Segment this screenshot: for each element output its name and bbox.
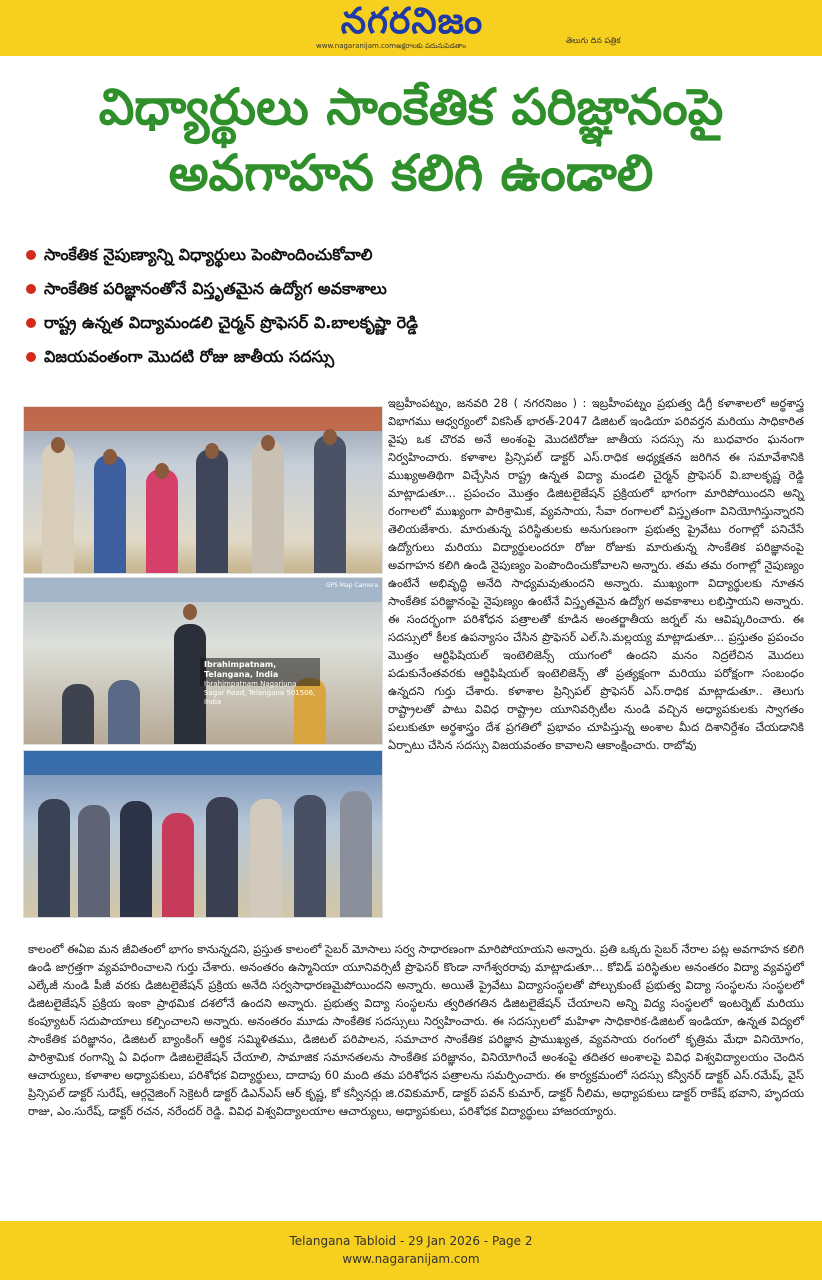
footer-bar: [0, 1221, 822, 1280]
bullet-item: రాష్ట్ర ఉన్నత విద్యామండలి చైర్మన్ ప్రొఫెసర్ వి.బాలకృష్ణా రెడ్డి: [26, 306, 806, 340]
bullet-item: సాంకేతిక పరిజ్ఞానంతోనే విస్తృతమైన ఉద్యోగ అవకాశాలు: [26, 272, 806, 306]
bullet-item: సాంకేతిక నైపుణ్యాన్ని విధ్యార్థులు పెంపొందించుకోవాలి: [26, 238, 806, 272]
bullet-item: విజయవంతంగా మొదటి రోజు జాతీయ సదస్సు: [26, 340, 806, 374]
photo-person: [340, 791, 372, 917]
article-column-text: ఇబ్రహీంపట్నం, జనవరి 28 ( నగరనిజం ) : ఇబ్రహీంపట్నం ప్రభుత్వ డిగ్రీ కళాశాలలో అర్థశాస్త్ర విభాగము ఆధ్వర్యంలో వికసిత్ భారత్-2047 డిజిటల్ ఇండియా పరివర్తన మరియు సాధికారిత వైపు ఒక చొరవ అనే అంశంపై మొదటిరోజు జాతీయ సదస్సు ను బుధవారం ఘనంగా నిర్వహించారు. కళాశాల ప్రిన్సిపల్ డాక్టర్ ఎస్.రాధిక అధ్యక్షతన జరిగిన ఈ సమావేశానికి ముఖ్యఅతిథిగా విచ్చేసిన రాష్ట్ర ఉన్నత విద్యా మండలి చైర్మన్ ప్రొఫెసర్ వి.బాలకృష్ణ రెడ్డి మాట్లాడుతూ... ప్రపంచం మొత్తం డిజిటలైజేషన్ ప్రక్రియలో భాగంగా మారిపోయిందని అన్ని రంగాలలో ముఖ్యంగా పారిశ్రామిక, వ్యవసాయ, సేవా రంగాలలో విస్తృతంగా వినియోగిస్తున్నారని తెలియజేశారు. మారుతున్న పరిస్థితులకు అనుగుణంగా ప్రభుత్వ ప్రైవేటు రంగాల్లో పనిచేసే ఉద్యోగులు మరియు విద్యార్థులందరూ రోజు రోజుకు మారుతున్న సాంకేతిక పరిజ్ఞానంపై అవగాహన కలిగి ఉండి నైపుణ్యం పెంపొందించుకోవాలని అన్నారు. తమ తమ రంగాల్లో నైపుణ్యం ఉంటేనే అభివృద్ధి అనేది సాధ్యమవుతుందని అన్నారు. ముఖ్యంగా విద్యార్థులకు నూతన సాంకేతిక పరిజ్ఞానంపై నైపుణ్యం ఉంటేనే విస్తృతమైన ఉద్యోగ అవకాశాలు లభిస్తాయని అన్నారు. ఈ సందర్భంగా పరిశోధన పత్రాలతో కూడిన అంతర్జాతీయ జర్నల్ ను ఆవిష్కరించారు. ఈ సదస్సులో కీలక ఉపన్యాసం చేసిన ప్రొఫెసర్ ఎల్.సి.మల్లయ్య మాట్లాడుతూ... ప్రస్తుతం ప్రపంచం మొత్తం ఆర్టిఫిషియల్ ఇంటెలిజెన్స్ యుగంలో ఉందని మనం నిద్రలేచిన మొదలు పడుకునేంతవరకు ఆర్టిఫిషియల్ ఇంటెలిజెన్స్ తో ప్రత్యక్షంగా మరియు పరోక్షంగా సంబంధం ఉన్నదని గుర్తు చేశారు. కళాశాల ప్రిన్సిపల్ ప్రొఫెసర్ ఎస్.రాధిక మాట్లాడుతూ.. తెలుగు రాష్ట్రాలతో పాటు వివిధ రాష్ట్రాల యూనివర్సిటీల నుండి వచ్చిన అధ్యాపకులకు స్వాగతం పలుకుతూ అర్థశాస్త్రం దేశ ప్రగతిలో ప్రభావం చూపిస్తున్న అంశాల మీద దిశానిర్దేశం చేయడానికి ఏర్పాటు చేసిన సదస్సు విజయవంతం కావాలని ఆకాంక్షించారు. రాబోవు: [388, 396, 804, 752]
gps-stamp-title: Ibrahimpatnam, Telangana, India: [204, 660, 279, 679]
photo-head: [51, 437, 65, 453]
masthead-side-label: తెలుగు దిన పత్రిక: [566, 36, 621, 45]
photo-person: [38, 799, 70, 917]
photo-person: [162, 813, 194, 917]
photo-head: [183, 604, 197, 620]
photo-person: [294, 795, 326, 917]
photo-banner: [24, 407, 382, 431]
event-photo-1: [23, 406, 383, 574]
gps-camera-label: GPS Map Camera: [325, 582, 378, 589]
masthead-tagline: అక్షరాలకు పదునుపెడతాం: [396, 42, 467, 50]
photo-person: [42, 443, 74, 573]
headline-line-2: అవగాహన కలిగి ఉండాలి: [168, 144, 654, 202]
headline: [0, 74, 822, 206]
masthead-name: నగరనిజం: [340, 1, 484, 42]
photo-person: [294, 678, 326, 744]
gps-stamp-address: Ibrahimpatnam Nagarjuna Sagar Road, Telangana 501506, India: [204, 680, 316, 706]
highlight-bullets: [26, 238, 806, 374]
masthead-logo: [316, 2, 508, 54]
photo-person: [94, 455, 126, 573]
masthead-bar: [0, 0, 822, 56]
photo-person: [252, 441, 284, 573]
bullet-dot-icon: [26, 250, 36, 260]
footer-url[interactable]: www.nagaranijam.com: [342, 1252, 480, 1266]
headline-line-1: విధ్యార్థులు సాంకేతిక పరిజ్ఞానంపై: [98, 78, 724, 136]
bullet-dot-icon: [26, 284, 36, 294]
photo-head: [323, 429, 337, 445]
article-continuation: [28, 940, 804, 1120]
photo-head: [205, 443, 219, 459]
photo-person: [120, 801, 152, 917]
bullet-dot-icon: [26, 352, 36, 362]
article-full-text: కాలంలో ఈఏఐ మన జీవితంలో భాగం కానున్నదని, ప్రస్తుత కాలంలో సైబర్ మోసాలు సర్వ సాధారణంగా మారిపోయాయని అన్నారు. ప్రతి ఒక్కరు సైబర్ నేరాల పట్ల అవగాహన కలిగి ఉండి జాగ్రత్తగా వ్యవహరించాలని గుర్తు చేశారు. అనంతరం ఉస్మానియా యూనివర్సిటీ ప్రొఫెసర్ కొండా నాగేశ్వరరావు మాట్లాడుతూ... కోవిడ్ పరిస్థితుల అనంతరం విద్యా వ్యవస్థలో ఎల్కేజీ నుండి పీజీ వరకు డిజిటలైజేషన్ ప్రక్రియ అనేది సర్వసాధారణమైపోయిందని అన్నారు. అయితే ప్రైవేటు విద్యాసంస్థలతో పోల్చుకుంటే ప్రభుత్వ విద్యా సంస్థలను సంస్థలలో డిజిటలైజేషన్ ప్రక్రియ ఇంకా ప్రాథమిక దశలోనే ఉందని అన్నారు. ప్రభుత్వ విద్యా సంస్థలను త్వరితగతిన డిజిటలైజేషన్ చేయాలని అన్ని విద్య సంస్థలలో ఇంటర్నెట్ మరియు కంప్యూటర్ సదుపాయాలు కల్పించాలని అన్నారు. అనంతరం మూడు సాంకేతిక సదస్సులు నిర్వహించారు. ఈ సదస్సులలో మహిళా సాధికారిక-డిజిటల్ ఇండియా, ఉన్నత విద్యలో సాంకేతిక పరిజ్ఞానం, డిజిటల్ బ్యాంకింగ్ ఆర్థిక సమ్మిళితము, డిజిటల్ పరిపాలన, సమాచార సాంకేతిక పరిజ్ఞాన ప్రాముఖ్యత, వ్యవసాయ రంగంలో కృత్రిమ మేధా వినియోగం, పారిశ్రామిక రంగాన్ని ఏ విధంగా డిజిటలైజేషన్ చేయాలి, సామాజిక సమానతలను సాంకేతిక పరిజ్ఞానం, వినియోగించే అంశంపై తదితర అంశాలపై వివిధ విశ్వవిద్యాలయం చెందిన ఆచార్యులు, కళాశాల అధ్యాపకులు, పరిశోధక విద్యార్థులు, దాదాపు 60 మంది తమ పరిశోధన పత్రాలను సమర్పించారు. ఈ కార్యక్రమంలో సదస్సు కన్వీనర్ డాక్టర్ ఎస్.రమేష్, వైస్ ప్రిన్సిపల్ డాక్టర్ సురేష్, ఆర్గనైజింగ్ సెక్రెటరీ డాక్టర్ డిఎన్ఎస్ ఆర్ కృష్ణ, కో కన్వీనర్లు జి.రవికుమార్, డాక్టర్ పవన్ కుమార్, డాక్టర్ నీలిమ, అధ్యాపకులు డాక్టర్ రాకేష్ భవాని, హృదయ రాజు, ఎం.సురేష్, డాక్టర్ రచన, నరేందర్ రెడ్డి. వివిధ విశ్వవిద్యాలయాల ఆచార్యులు, అధ్యాపకులు, పరిశోధక విద్యార్థులు హాజరయ్యారు.: [28, 942, 804, 1118]
photo-person: [206, 797, 238, 917]
photo-person: [62, 684, 94, 744]
photo-person: [108, 680, 140, 744]
footer-edition: Telangana Tabloid - 29 Jan 2026 - Page 2: [289, 1234, 533, 1248]
photo-head: [261, 435, 275, 451]
photo-head: [155, 463, 169, 479]
photo-head: [103, 449, 117, 465]
photo-person: [78, 805, 110, 917]
event-photo-3: [23, 750, 383, 918]
photo-person: [314, 435, 346, 573]
article-column: [388, 394, 804, 754]
masthead-url: www.nagaranijam.com: [316, 42, 396, 50]
bullet-dot-icon: [26, 318, 36, 328]
gps-stamp: [200, 658, 320, 706]
photo-person: [146, 469, 178, 573]
event-photo-2: [23, 577, 383, 745]
photo-banner: [24, 751, 382, 775]
photo-person: [250, 799, 282, 917]
photo-person: [196, 449, 228, 573]
